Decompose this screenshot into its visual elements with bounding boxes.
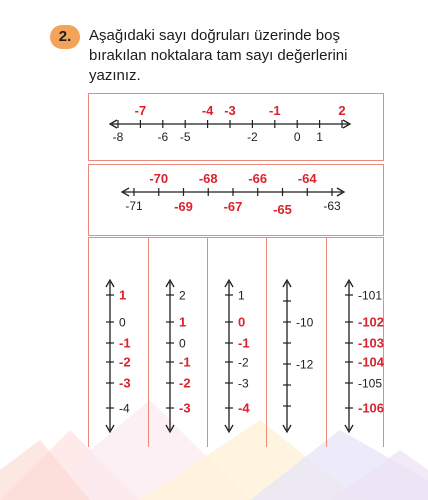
vertical-line-2-answer: -2 bbox=[179, 375, 191, 391]
vertical-line-5-answer: -103 bbox=[358, 335, 385, 351]
vertical-line-1-answer: -1 bbox=[119, 335, 131, 351]
vertical-line-1-label: -4 bbox=[119, 401, 130, 416]
vertical-line-2-label: 0 bbox=[179, 336, 186, 351]
number-line-2-answer: -69 bbox=[174, 199, 193, 214]
number-line-2-label: -63 bbox=[323, 199, 341, 213]
number-line-1-answer: -3 bbox=[224, 103, 236, 118]
vertical-line-5-label: -101 bbox=[358, 288, 383, 303]
question-number-badge: 2. bbox=[50, 25, 80, 49]
number-line-1-answer: -1 bbox=[269, 103, 281, 118]
vertical-line-3-answer: -1 bbox=[238, 335, 250, 351]
vertical-line-4-label: -10 bbox=[296, 315, 314, 330]
question-line-1: Aşağıdaki sayı doğruları üzerinde boş bbox=[89, 27, 340, 44]
number-line-1-label: 1 bbox=[316, 130, 323, 144]
vertical-line-5-answer: -102 bbox=[358, 314, 385, 330]
vertical-line-2-label: 2 bbox=[179, 288, 186, 303]
vertical-line-3-answer: -4 bbox=[238, 400, 250, 416]
number-line-2-label: -71 bbox=[125, 199, 143, 213]
number-line-1-label: -6 bbox=[157, 130, 169, 144]
vertical-line-5-answer: -106 bbox=[358, 400, 385, 416]
number-line-1-answer: -7 bbox=[134, 103, 147, 118]
vertical-line-2-answer: 1 bbox=[179, 314, 187, 330]
vertical-line-3-label: -3 bbox=[238, 376, 249, 391]
number-line-1-label: -5 bbox=[179, 130, 191, 144]
number-line-1-answer: -4 bbox=[201, 103, 214, 118]
vertical-line-5-answer: -104 bbox=[358, 354, 385, 370]
question-line-2: bırakılan noktalara tam sayı değerlerini bbox=[89, 47, 348, 64]
number-line-1-label: 0 bbox=[293, 130, 301, 144]
vertical-line-3-label: 1 bbox=[238, 288, 245, 303]
number-line-1-label: -8 bbox=[112, 130, 124, 144]
vertical-line-5-label: -105 bbox=[358, 376, 383, 391]
vertical-line-4-label: -12 bbox=[296, 357, 314, 372]
vertical-line-3-answer: 0 bbox=[238, 314, 246, 330]
number-line-2-answer: -65 bbox=[273, 202, 292, 217]
number-line-2-answer: -66 bbox=[248, 171, 268, 186]
vertical-line-1-answer: -3 bbox=[119, 375, 131, 391]
vertical-line-1-answer: 1 bbox=[119, 287, 127, 303]
question-line-3: yazınız. bbox=[89, 67, 141, 84]
number-line-2-answer: -68 bbox=[198, 171, 218, 186]
vertical-line-3-label: -2 bbox=[238, 355, 249, 370]
number-line-2-answer: -70 bbox=[149, 171, 169, 186]
number-line-2-answer: -67 bbox=[223, 199, 243, 214]
vertical-line-1-label: 0 bbox=[119, 315, 126, 330]
vertical-line-2-answer: -1 bbox=[179, 354, 191, 370]
number-line-1-answer: 2 bbox=[338, 103, 346, 118]
vertical-line-1-answer: -2 bbox=[119, 354, 131, 370]
number-line-2-answer: -64 bbox=[297, 171, 317, 186]
vertical-line-2-answer: -3 bbox=[179, 400, 191, 416]
number-line-1-label: -2 bbox=[247, 130, 258, 144]
